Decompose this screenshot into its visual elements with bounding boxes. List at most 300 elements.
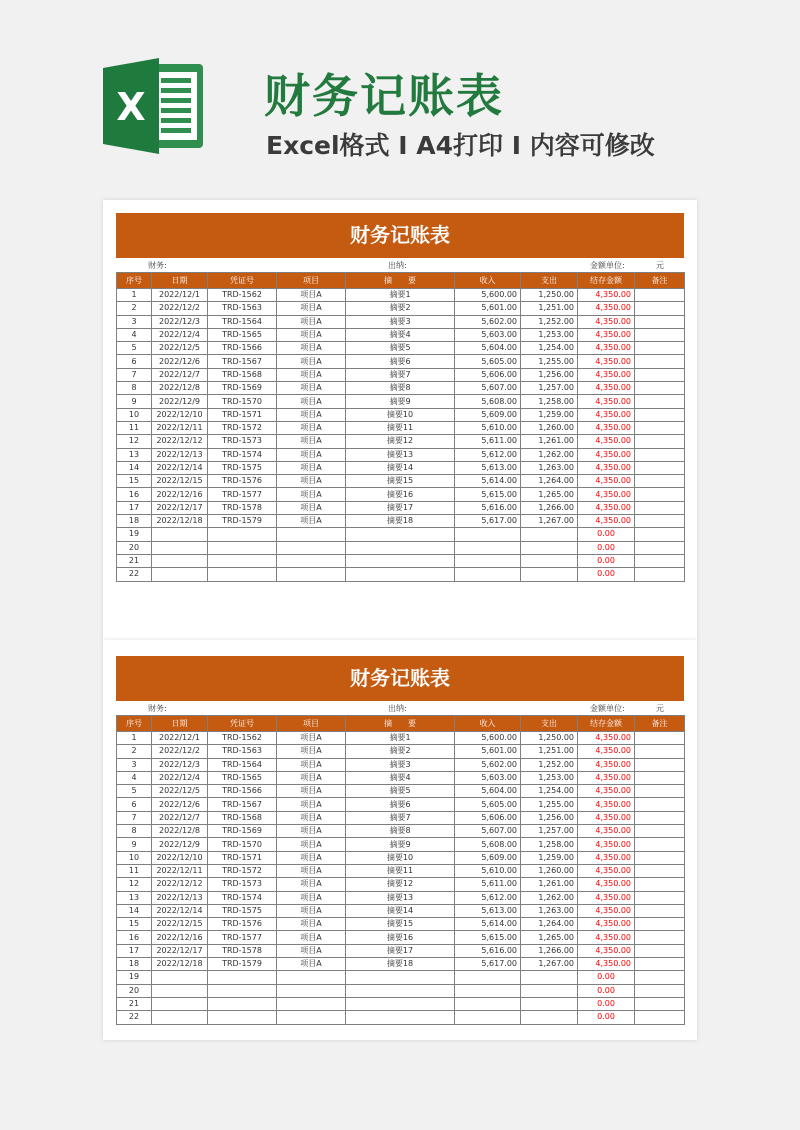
cell-expense[interactable]	[521, 528, 578, 541]
cell-voucher[interactable]: TRD-1565	[208, 771, 277, 784]
cell-remark[interactable]	[635, 904, 685, 917]
cell-seq[interactable]: 4	[117, 771, 152, 784]
cell-voucher[interactable]: TRD-1574	[208, 448, 277, 461]
cell-project[interactable]: 项目A	[277, 315, 346, 328]
cell-income[interactable]: 5,613.00	[455, 461, 521, 474]
cell-expense[interactable]: 1,250.00	[521, 289, 578, 302]
cell-remark[interactable]	[635, 515, 685, 528]
cell-balance[interactable]: 4,350.00	[578, 811, 635, 824]
cell-voucher[interactable]: TRD-1579	[208, 515, 277, 528]
cell-project[interactable]: 项目A	[277, 461, 346, 474]
cell-seq[interactable]: 10	[117, 851, 152, 864]
cell-balance[interactable]: 4,350.00	[578, 732, 635, 745]
cell-seq[interactable]: 2	[117, 302, 152, 315]
cell-voucher[interactable]: TRD-1569	[208, 825, 277, 838]
cell-voucher[interactable]: TRD-1568	[208, 368, 277, 381]
cell-seq[interactable]: 22	[117, 568, 152, 581]
cell-seq[interactable]: 14	[117, 461, 152, 474]
cell-expense[interactable]: 1,258.00	[521, 838, 578, 851]
cell-expense[interactable]: 1,253.00	[521, 771, 578, 784]
cell-summary[interactable]: 摘要10	[346, 851, 455, 864]
cell-seq[interactable]: 18	[117, 515, 152, 528]
cell-date[interactable]: 2022/12/3	[152, 758, 208, 771]
cell-balance[interactable]: 4,350.00	[578, 864, 635, 877]
cell-balance[interactable]: 4,350.00	[578, 395, 635, 408]
cell-balance[interactable]: 4,350.00	[578, 355, 635, 368]
cell-project[interactable]	[277, 1011, 346, 1024]
cell-expense[interactable]: 1,253.00	[521, 328, 578, 341]
cell-balance[interactable]: 4,350.00	[578, 758, 635, 771]
cell-remark[interactable]	[635, 568, 685, 581]
cell-remark[interactable]	[635, 931, 685, 944]
cell-voucher[interactable]: TRD-1576	[208, 475, 277, 488]
cell-summary[interactable]	[346, 541, 455, 554]
cell-income[interactable]: 5,607.00	[455, 825, 521, 838]
cell-income[interactable]	[455, 984, 521, 997]
cell-remark[interactable]	[635, 745, 685, 758]
cell-expense[interactable]: 1,250.00	[521, 732, 578, 745]
cell-balance[interactable]: 0.00	[578, 554, 635, 567]
cell-seq[interactable]: 7	[117, 811, 152, 824]
cell-remark[interactable]	[635, 435, 685, 448]
cell-seq[interactable]: 22	[117, 1011, 152, 1024]
cell-voucher[interactable]: TRD-1569	[208, 382, 277, 395]
cell-remark[interactable]	[635, 368, 685, 381]
cell-remark[interactable]	[635, 838, 685, 851]
cell-project[interactable]: 项目A	[277, 825, 346, 838]
cell-balance[interactable]: 4,350.00	[578, 931, 635, 944]
cell-date[interactable]	[152, 568, 208, 581]
cell-date[interactable]: 2022/12/18	[152, 515, 208, 528]
cell-income[interactable]	[455, 1011, 521, 1024]
cell-income[interactable]	[455, 528, 521, 541]
cell-seq[interactable]: 12	[117, 878, 152, 891]
cell-summary[interactable]: 摘要14	[346, 461, 455, 474]
cell-summary[interactable]: 摘要17	[346, 944, 455, 957]
cell-income[interactable]: 5,617.00	[455, 515, 521, 528]
cell-summary[interactable]: 摘要4	[346, 771, 455, 784]
cell-balance[interactable]: 4,350.00	[578, 448, 635, 461]
cell-remark[interactable]	[635, 997, 685, 1010]
cell-seq[interactable]: 10	[117, 408, 152, 421]
cell-balance[interactable]: 0.00	[578, 568, 635, 581]
cell-expense[interactable]	[521, 997, 578, 1010]
cell-balance[interactable]: 4,350.00	[578, 501, 635, 514]
cell-date[interactable]	[152, 984, 208, 997]
cell-seq[interactable]: 19	[117, 971, 152, 984]
cell-balance[interactable]: 4,350.00	[578, 918, 635, 931]
cell-remark[interactable]	[635, 864, 685, 877]
cell-summary[interactable]: 摘要9	[346, 838, 455, 851]
cell-income[interactable]: 5,616.00	[455, 501, 521, 514]
cell-remark[interactable]	[635, 488, 685, 501]
cell-voucher[interactable]: TRD-1570	[208, 395, 277, 408]
cell-seq[interactable]: 8	[117, 825, 152, 838]
cell-project[interactable]: 项目A	[277, 771, 346, 784]
cell-voucher[interactable]	[208, 1011, 277, 1024]
cell-seq[interactable]: 16	[117, 488, 152, 501]
cell-remark[interactable]	[635, 461, 685, 474]
cell-expense[interactable]: 1,261.00	[521, 878, 578, 891]
cell-expense[interactable]: 1,254.00	[521, 785, 578, 798]
cell-summary[interactable]: 摘要6	[346, 798, 455, 811]
cell-remark[interactable]	[635, 395, 685, 408]
cell-expense[interactable]: 1,265.00	[521, 488, 578, 501]
cell-project[interactable]: 项目A	[277, 421, 346, 434]
cell-seq[interactable]: 6	[117, 798, 152, 811]
cell-expense[interactable]: 1,251.00	[521, 745, 578, 758]
cell-seq[interactable]: 16	[117, 931, 152, 944]
cell-income[interactable]: 5,604.00	[455, 785, 521, 798]
cell-expense[interactable]: 1,266.00	[521, 501, 578, 514]
cell-balance[interactable]: 0.00	[578, 1011, 635, 1024]
cell-date[interactable]	[152, 528, 208, 541]
cell-remark[interactable]	[635, 541, 685, 554]
cell-expense[interactable]: 1,263.00	[521, 461, 578, 474]
cell-date[interactable]: 2022/12/5	[152, 342, 208, 355]
cell-seq[interactable]: 11	[117, 421, 152, 434]
cell-summary[interactable]: 摘要12	[346, 878, 455, 891]
cell-seq[interactable]: 5	[117, 785, 152, 798]
cell-balance[interactable]: 4,350.00	[578, 771, 635, 784]
cell-remark[interactable]	[635, 798, 685, 811]
cell-remark[interactable]	[635, 758, 685, 771]
cell-summary[interactable]	[346, 984, 455, 997]
cell-expense[interactable]	[521, 1011, 578, 1024]
cell-date[interactable]: 2022/12/10	[152, 408, 208, 421]
cell-voucher[interactable]: TRD-1564	[208, 315, 277, 328]
cell-balance[interactable]: 0.00	[578, 984, 635, 997]
cell-voucher[interactable]: TRD-1578	[208, 501, 277, 514]
cell-expense[interactable]: 1,266.00	[521, 944, 578, 957]
cell-summary[interactable]: 摘要15	[346, 918, 455, 931]
cell-voucher[interactable]: TRD-1567	[208, 355, 277, 368]
cell-project[interactable]: 项目A	[277, 515, 346, 528]
cell-date[interactable]: 2022/12/13	[152, 448, 208, 461]
cell-project[interactable]: 项目A	[277, 368, 346, 381]
cell-date[interactable]: 2022/12/8	[152, 382, 208, 395]
cell-voucher[interactable]	[208, 568, 277, 581]
cell-remark[interactable]	[635, 302, 685, 315]
cell-remark[interactable]	[635, 878, 685, 891]
cell-date[interactable]: 2022/12/12	[152, 435, 208, 448]
cell-balance[interactable]: 4,350.00	[578, 515, 635, 528]
cell-seq[interactable]: 21	[117, 554, 152, 567]
cell-seq[interactable]: 3	[117, 758, 152, 771]
cell-balance[interactable]: 4,350.00	[578, 944, 635, 957]
cell-expense[interactable]: 1,254.00	[521, 342, 578, 355]
cell-date[interactable]: 2022/12/16	[152, 931, 208, 944]
cell-remark[interactable]	[635, 851, 685, 864]
cell-date[interactable]: 2022/12/10	[152, 851, 208, 864]
cell-income[interactable]: 5,614.00	[455, 918, 521, 931]
cell-balance[interactable]: 0.00	[578, 971, 635, 984]
cell-voucher[interactable]: TRD-1578	[208, 944, 277, 957]
cell-date[interactable]: 2022/12/2	[152, 745, 208, 758]
cell-income[interactable]	[455, 971, 521, 984]
cell-income[interactable]: 5,603.00	[455, 771, 521, 784]
cell-summary[interactable]: 摘要7	[346, 811, 455, 824]
cell-seq[interactable]: 12	[117, 435, 152, 448]
cell-balance[interactable]: 4,350.00	[578, 435, 635, 448]
cell-expense[interactable]: 1,257.00	[521, 825, 578, 838]
cell-expense[interactable]: 1,262.00	[521, 891, 578, 904]
cell-project[interactable]	[277, 997, 346, 1010]
cell-income[interactable]: 5,616.00	[455, 944, 521, 957]
cell-seq[interactable]: 18	[117, 958, 152, 971]
cell-expense[interactable]: 1,259.00	[521, 851, 578, 864]
cell-income[interactable]: 5,608.00	[455, 838, 521, 851]
cell-income[interactable]: 5,605.00	[455, 355, 521, 368]
cell-voucher[interactable]: TRD-1575	[208, 904, 277, 917]
cell-expense[interactable]: 1,264.00	[521, 918, 578, 931]
cell-balance[interactable]: 4,350.00	[578, 421, 635, 434]
cell-project[interactable]	[277, 528, 346, 541]
cell-date[interactable]: 2022/12/11	[152, 421, 208, 434]
cell-income[interactable]	[455, 568, 521, 581]
cell-date[interactable]	[152, 971, 208, 984]
cell-seq[interactable]: 9	[117, 838, 152, 851]
cell-project[interactable]: 项目A	[277, 355, 346, 368]
cell-income[interactable]: 5,610.00	[455, 864, 521, 877]
cell-summary[interactable]: 摘要8	[346, 382, 455, 395]
cell-summary[interactable]: 摘要11	[346, 421, 455, 434]
cell-date[interactable]: 2022/12/15	[152, 475, 208, 488]
cell-voucher[interactable]: TRD-1576	[208, 918, 277, 931]
cell-income[interactable]: 5,610.00	[455, 421, 521, 434]
cell-summary[interactable]: 摘要15	[346, 475, 455, 488]
cell-voucher[interactable]: TRD-1573	[208, 878, 277, 891]
cell-voucher[interactable]: TRD-1571	[208, 408, 277, 421]
cell-remark[interactable]	[635, 732, 685, 745]
cell-expense[interactable]	[521, 541, 578, 554]
cell-income[interactable]: 5,606.00	[455, 368, 521, 381]
cell-voucher[interactable]: TRD-1579	[208, 958, 277, 971]
cell-summary[interactable]: 摘要5	[346, 342, 455, 355]
cell-summary[interactable]: 摘要12	[346, 435, 455, 448]
cell-voucher[interactable]	[208, 554, 277, 567]
cell-project[interactable]: 项目A	[277, 328, 346, 341]
cell-project[interactable]: 项目A	[277, 732, 346, 745]
cell-date[interactable]	[152, 541, 208, 554]
cell-remark[interactable]	[635, 342, 685, 355]
cell-remark[interactable]	[635, 1011, 685, 1024]
cell-balance[interactable]: 0.00	[578, 997, 635, 1010]
cell-date[interactable]: 2022/12/14	[152, 461, 208, 474]
cell-voucher[interactable]: TRD-1566	[208, 342, 277, 355]
cell-summary[interactable]: 摘要3	[346, 315, 455, 328]
cell-balance[interactable]: 4,350.00	[578, 475, 635, 488]
cell-project[interactable]: 项目A	[277, 785, 346, 798]
cell-date[interactable]: 2022/12/5	[152, 785, 208, 798]
cell-income[interactable]: 5,602.00	[455, 758, 521, 771]
cell-balance[interactable]: 4,350.00	[578, 825, 635, 838]
cell-date[interactable]: 2022/12/13	[152, 891, 208, 904]
cell-summary[interactable]: 摘要2	[346, 745, 455, 758]
cell-income[interactable]: 5,605.00	[455, 798, 521, 811]
cell-project[interactable]: 项目A	[277, 302, 346, 315]
cell-balance[interactable]: 4,350.00	[578, 289, 635, 302]
cell-balance[interactable]: 4,350.00	[578, 315, 635, 328]
cell-summary[interactable]: 摘要16	[346, 488, 455, 501]
cell-date[interactable]: 2022/12/2	[152, 302, 208, 315]
cell-balance[interactable]: 4,350.00	[578, 302, 635, 315]
cell-date[interactable]: 2022/12/16	[152, 488, 208, 501]
cell-expense[interactable]: 1,257.00	[521, 382, 578, 395]
cell-remark[interactable]	[635, 501, 685, 514]
cell-income[interactable]	[455, 554, 521, 567]
cell-remark[interactable]	[635, 382, 685, 395]
cell-date[interactable]: 2022/12/1	[152, 732, 208, 745]
cell-project[interactable]: 项目A	[277, 501, 346, 514]
cell-seq[interactable]: 15	[117, 918, 152, 931]
cell-date[interactable]: 2022/12/6	[152, 798, 208, 811]
cell-project[interactable]: 项目A	[277, 811, 346, 824]
cell-voucher[interactable]: TRD-1565	[208, 328, 277, 341]
cell-income[interactable]: 5,615.00	[455, 931, 521, 944]
cell-income[interactable]: 5,608.00	[455, 395, 521, 408]
cell-seq[interactable]: 6	[117, 355, 152, 368]
cell-expense[interactable]: 1,261.00	[521, 435, 578, 448]
cell-income[interactable]	[455, 541, 521, 554]
cell-project[interactable]: 项目A	[277, 745, 346, 758]
cell-date[interactable]: 2022/12/7	[152, 368, 208, 381]
cell-expense[interactable]: 1,260.00	[521, 421, 578, 434]
cell-summary[interactable]: 摘要11	[346, 864, 455, 877]
cell-voucher[interactable]: TRD-1574	[208, 891, 277, 904]
cell-income[interactable]: 5,609.00	[455, 851, 521, 864]
cell-project[interactable]: 项目A	[277, 382, 346, 395]
cell-expense[interactable]	[521, 971, 578, 984]
cell-balance[interactable]: 4,350.00	[578, 745, 635, 758]
cell-project[interactable]: 项目A	[277, 851, 346, 864]
cell-income[interactable]: 5,602.00	[455, 315, 521, 328]
cell-seq[interactable]: 1	[117, 732, 152, 745]
cell-voucher[interactable]: TRD-1563	[208, 302, 277, 315]
cell-project[interactable]	[277, 554, 346, 567]
cell-remark[interactable]	[635, 971, 685, 984]
cell-remark[interactable]	[635, 785, 685, 798]
cell-voucher[interactable]: TRD-1562	[208, 289, 277, 302]
cell-income[interactable]: 5,614.00	[455, 475, 521, 488]
cell-seq[interactable]: 5	[117, 342, 152, 355]
cell-expense[interactable]: 1,252.00	[521, 315, 578, 328]
cell-income[interactable]: 5,609.00	[455, 408, 521, 421]
cell-project[interactable]: 项目A	[277, 864, 346, 877]
cell-income[interactable]	[455, 997, 521, 1010]
cell-remark[interactable]	[635, 811, 685, 824]
cell-remark[interactable]	[635, 355, 685, 368]
cell-expense[interactable]: 1,263.00	[521, 904, 578, 917]
cell-expense[interactable]: 1,267.00	[521, 515, 578, 528]
cell-expense[interactable]: 1,262.00	[521, 448, 578, 461]
cell-voucher[interactable]	[208, 984, 277, 997]
cell-voucher[interactable]: TRD-1568	[208, 811, 277, 824]
cell-remark[interactable]	[635, 891, 685, 904]
cell-date[interactable]: 2022/12/9	[152, 395, 208, 408]
cell-voucher[interactable]	[208, 997, 277, 1010]
cell-seq[interactable]: 7	[117, 368, 152, 381]
cell-voucher[interactable]: TRD-1572	[208, 864, 277, 877]
cell-balance[interactable]: 4,350.00	[578, 798, 635, 811]
cell-summary[interactable]: 摘要6	[346, 355, 455, 368]
cell-voucher[interactable]: TRD-1575	[208, 461, 277, 474]
cell-balance[interactable]: 4,350.00	[578, 891, 635, 904]
cell-seq[interactable]: 13	[117, 891, 152, 904]
cell-project[interactable]: 项目A	[277, 289, 346, 302]
cell-summary[interactable]: 摘要13	[346, 448, 455, 461]
cell-summary[interactable]: 摘要13	[346, 891, 455, 904]
cell-seq[interactable]: 20	[117, 984, 152, 997]
cell-summary[interactable]	[346, 554, 455, 567]
cell-date[interactable]: 2022/12/15	[152, 918, 208, 931]
cell-voucher[interactable]: TRD-1571	[208, 851, 277, 864]
cell-income[interactable]: 5,607.00	[455, 382, 521, 395]
cell-expense[interactable]: 1,267.00	[521, 958, 578, 971]
cell-seq[interactable]: 11	[117, 864, 152, 877]
cell-balance[interactable]: 4,350.00	[578, 342, 635, 355]
cell-remark[interactable]	[635, 475, 685, 488]
cell-income[interactable]: 5,601.00	[455, 302, 521, 315]
cell-voucher[interactable]: TRD-1577	[208, 488, 277, 501]
cell-date[interactable]	[152, 997, 208, 1010]
cell-summary[interactable]: 摘要2	[346, 302, 455, 315]
cell-date[interactable]: 2022/12/3	[152, 315, 208, 328]
cell-seq[interactable]: 17	[117, 501, 152, 514]
cell-voucher[interactable]: TRD-1563	[208, 745, 277, 758]
cell-date[interactable]: 2022/12/17	[152, 944, 208, 957]
cell-income[interactable]: 5,611.00	[455, 878, 521, 891]
cell-project[interactable]: 项目A	[277, 448, 346, 461]
cell-project[interactable]: 项目A	[277, 488, 346, 501]
cell-expense[interactable]	[521, 554, 578, 567]
cell-expense[interactable]: 1,252.00	[521, 758, 578, 771]
cell-project[interactable]: 项目A	[277, 798, 346, 811]
cell-balance[interactable]: 4,350.00	[578, 382, 635, 395]
cell-summary[interactable]: 摘要3	[346, 758, 455, 771]
cell-summary[interactable]: 摘要8	[346, 825, 455, 838]
cell-date[interactable]	[152, 1011, 208, 1024]
cell-remark[interactable]	[635, 408, 685, 421]
cell-project[interactable]: 项目A	[277, 838, 346, 851]
cell-remark[interactable]	[635, 771, 685, 784]
cell-expense[interactable]: 1,265.00	[521, 931, 578, 944]
cell-seq[interactable]: 9	[117, 395, 152, 408]
cell-project[interactable]: 项目A	[277, 891, 346, 904]
cell-expense[interactable]: 1,256.00	[521, 811, 578, 824]
cell-expense[interactable]: 1,264.00	[521, 475, 578, 488]
cell-voucher[interactable]: TRD-1570	[208, 838, 277, 851]
cell-income[interactable]: 5,601.00	[455, 745, 521, 758]
cell-balance[interactable]: 4,350.00	[578, 785, 635, 798]
cell-date[interactable]: 2022/12/9	[152, 838, 208, 851]
cell-project[interactable]	[277, 971, 346, 984]
cell-project[interactable]	[277, 984, 346, 997]
cell-project[interactable]	[277, 568, 346, 581]
cell-expense[interactable]: 1,255.00	[521, 798, 578, 811]
cell-date[interactable]: 2022/12/4	[152, 771, 208, 784]
cell-seq[interactable]: 21	[117, 997, 152, 1010]
cell-balance[interactable]: 0.00	[578, 541, 635, 554]
cell-date[interactable]: 2022/12/14	[152, 904, 208, 917]
cell-income[interactable]: 5,615.00	[455, 488, 521, 501]
cell-project[interactable]: 项目A	[277, 435, 346, 448]
cell-expense[interactable]: 1,251.00	[521, 302, 578, 315]
cell-remark[interactable]	[635, 528, 685, 541]
cell-summary[interactable]: 摘要4	[346, 328, 455, 341]
cell-remark[interactable]	[635, 328, 685, 341]
cell-summary[interactable]: 摘要18	[346, 958, 455, 971]
